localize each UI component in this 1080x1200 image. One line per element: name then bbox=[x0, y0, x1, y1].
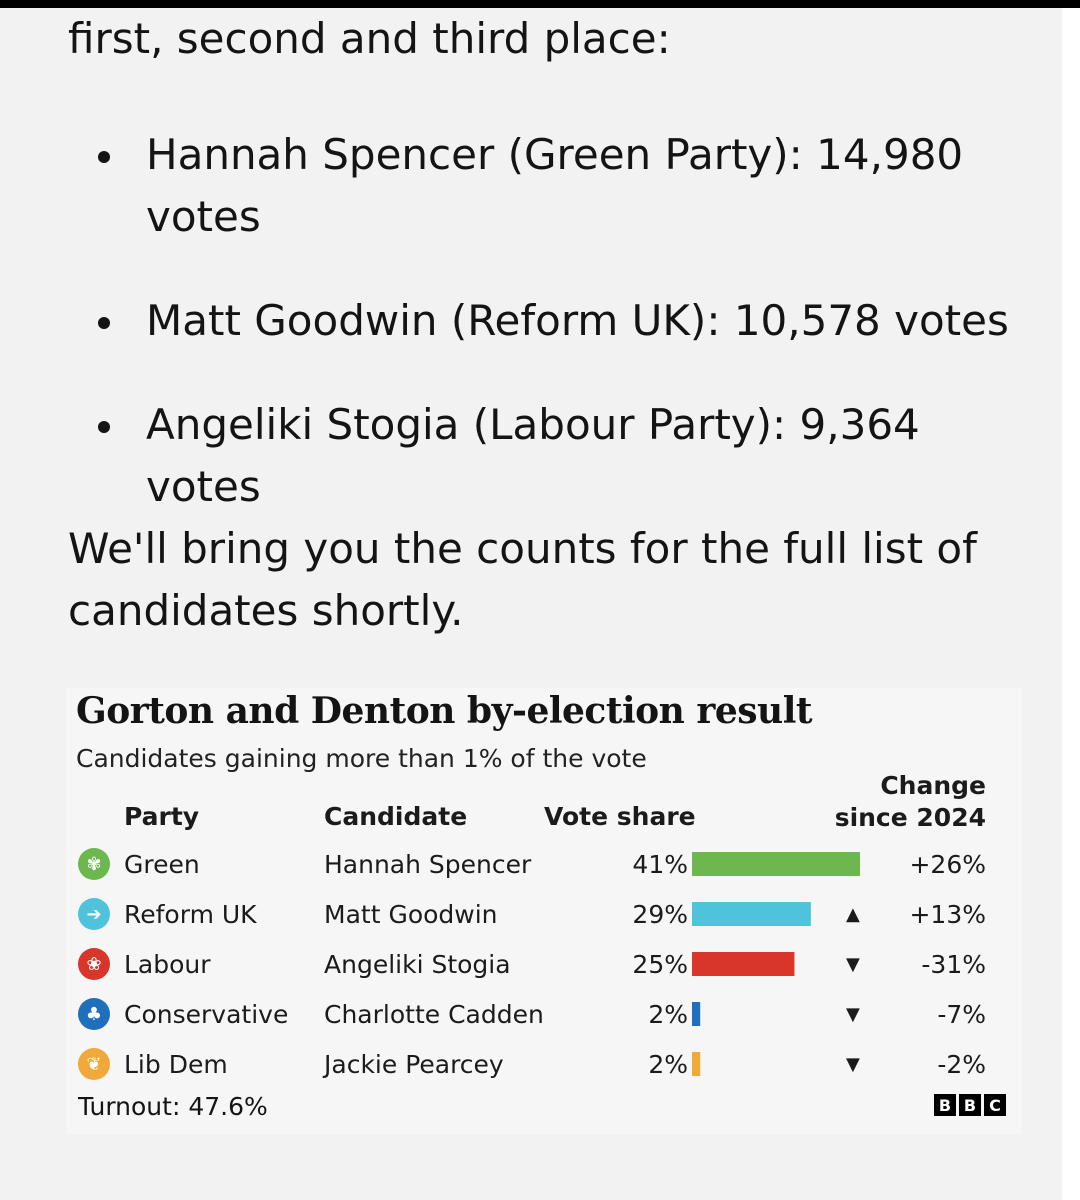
candidate-name: Hannah Spencer bbox=[324, 850, 532, 879]
reform-uk-logo-icon: ➔ bbox=[78, 898, 110, 930]
election-result-graphic bbox=[66, 688, 1022, 1134]
change-value: +26% bbox=[909, 850, 986, 879]
change-value: -2% bbox=[937, 1050, 986, 1079]
top-edge-strip bbox=[0, 0, 1080, 8]
party-name: Lib Dem bbox=[124, 1050, 228, 1079]
lib-dem-bird-logo-icon: ❦ bbox=[78, 1048, 110, 1080]
bullet-dot-icon bbox=[98, 151, 110, 163]
candidate-name: Jackie Pearcey bbox=[324, 1050, 504, 1079]
vote-share-label: 25% bbox=[632, 950, 688, 979]
bbc-logo bbox=[934, 1094, 1006, 1116]
bullet-item: Hannah Spencer (Green Party): 14,980 votes bbox=[68, 124, 1028, 248]
article-intro: first, second and third place: bbox=[68, 14, 671, 63]
change-value: -31% bbox=[921, 950, 986, 979]
change-value: +13% bbox=[909, 900, 986, 929]
bullet-item: Angeliki Stogia (Labour Party): 9,364 votes bbox=[68, 394, 1028, 518]
header-change: Change since 2024 bbox=[834, 771, 986, 832]
vote-share-bar bbox=[692, 902, 811, 926]
header-vote-share: Vote share bbox=[544, 802, 696, 831]
vote-share-label: 29% bbox=[632, 900, 688, 929]
vote-share-bars bbox=[66, 688, 1022, 1134]
bullet-item: Matt Goodwin (Reform UK): 10,578 votes bbox=[68, 290, 1028, 352]
header-party: Party bbox=[124, 802, 200, 831]
results-bullet-list bbox=[68, 124, 1028, 518]
party-name: Conservative bbox=[124, 1000, 289, 1029]
bullet-dot-icon bbox=[98, 421, 110, 433]
bullet-dot-icon bbox=[98, 317, 110, 329]
article-body bbox=[22, 8, 1062, 1200]
vote-share-bar bbox=[692, 952, 794, 976]
chart-subtitle: Candidates gaining more than 1% of the vote bbox=[76, 744, 647, 773]
header-candidate: Candidate bbox=[324, 802, 468, 831]
down-arrow-icon: ▼ bbox=[846, 954, 860, 975]
down-arrow-icon: ▼ bbox=[846, 1054, 860, 1075]
bbc-logo-letter: B bbox=[959, 1094, 981, 1116]
vote-share-bar bbox=[692, 852, 860, 876]
party-name: Labour bbox=[124, 950, 211, 979]
article-outro: We'll bring you the counts for the full list of candidates shortly. bbox=[68, 524, 977, 635]
turnout-label: Turnout: 47.6% bbox=[78, 1092, 268, 1121]
conservative-tree-logo-icon: ♣ bbox=[78, 998, 110, 1030]
frame-edge bbox=[1062, 8, 1080, 1200]
bbc-logo-letter: B bbox=[934, 1094, 956, 1116]
labour-rose-logo-icon: ❀ bbox=[78, 948, 110, 980]
up-arrow-icon: ▲ bbox=[846, 904, 860, 925]
vote-share-bar bbox=[692, 1002, 700, 1026]
vote-share-bar bbox=[692, 1052, 700, 1076]
vote-share-label: 2% bbox=[648, 1050, 688, 1079]
vote-share-label: 2% bbox=[648, 1000, 688, 1029]
down-arrow-icon: ▼ bbox=[846, 1004, 860, 1025]
candidate-name: Matt Goodwin bbox=[324, 900, 498, 929]
green-party-logo-icon: ✾ bbox=[78, 848, 110, 880]
chart-title: Gorton and Denton by-election result bbox=[76, 690, 812, 732]
party-name: Green bbox=[124, 850, 200, 879]
party-name: Reform UK bbox=[124, 900, 257, 929]
candidate-name: Charlotte Cadden bbox=[324, 1000, 544, 1029]
bbc-logo-letter: C bbox=[984, 1094, 1006, 1116]
change-value: -7% bbox=[937, 1000, 986, 1029]
candidate-name: Angeliki Stogia bbox=[324, 950, 511, 979]
vote-share-label: 41% bbox=[632, 850, 688, 879]
